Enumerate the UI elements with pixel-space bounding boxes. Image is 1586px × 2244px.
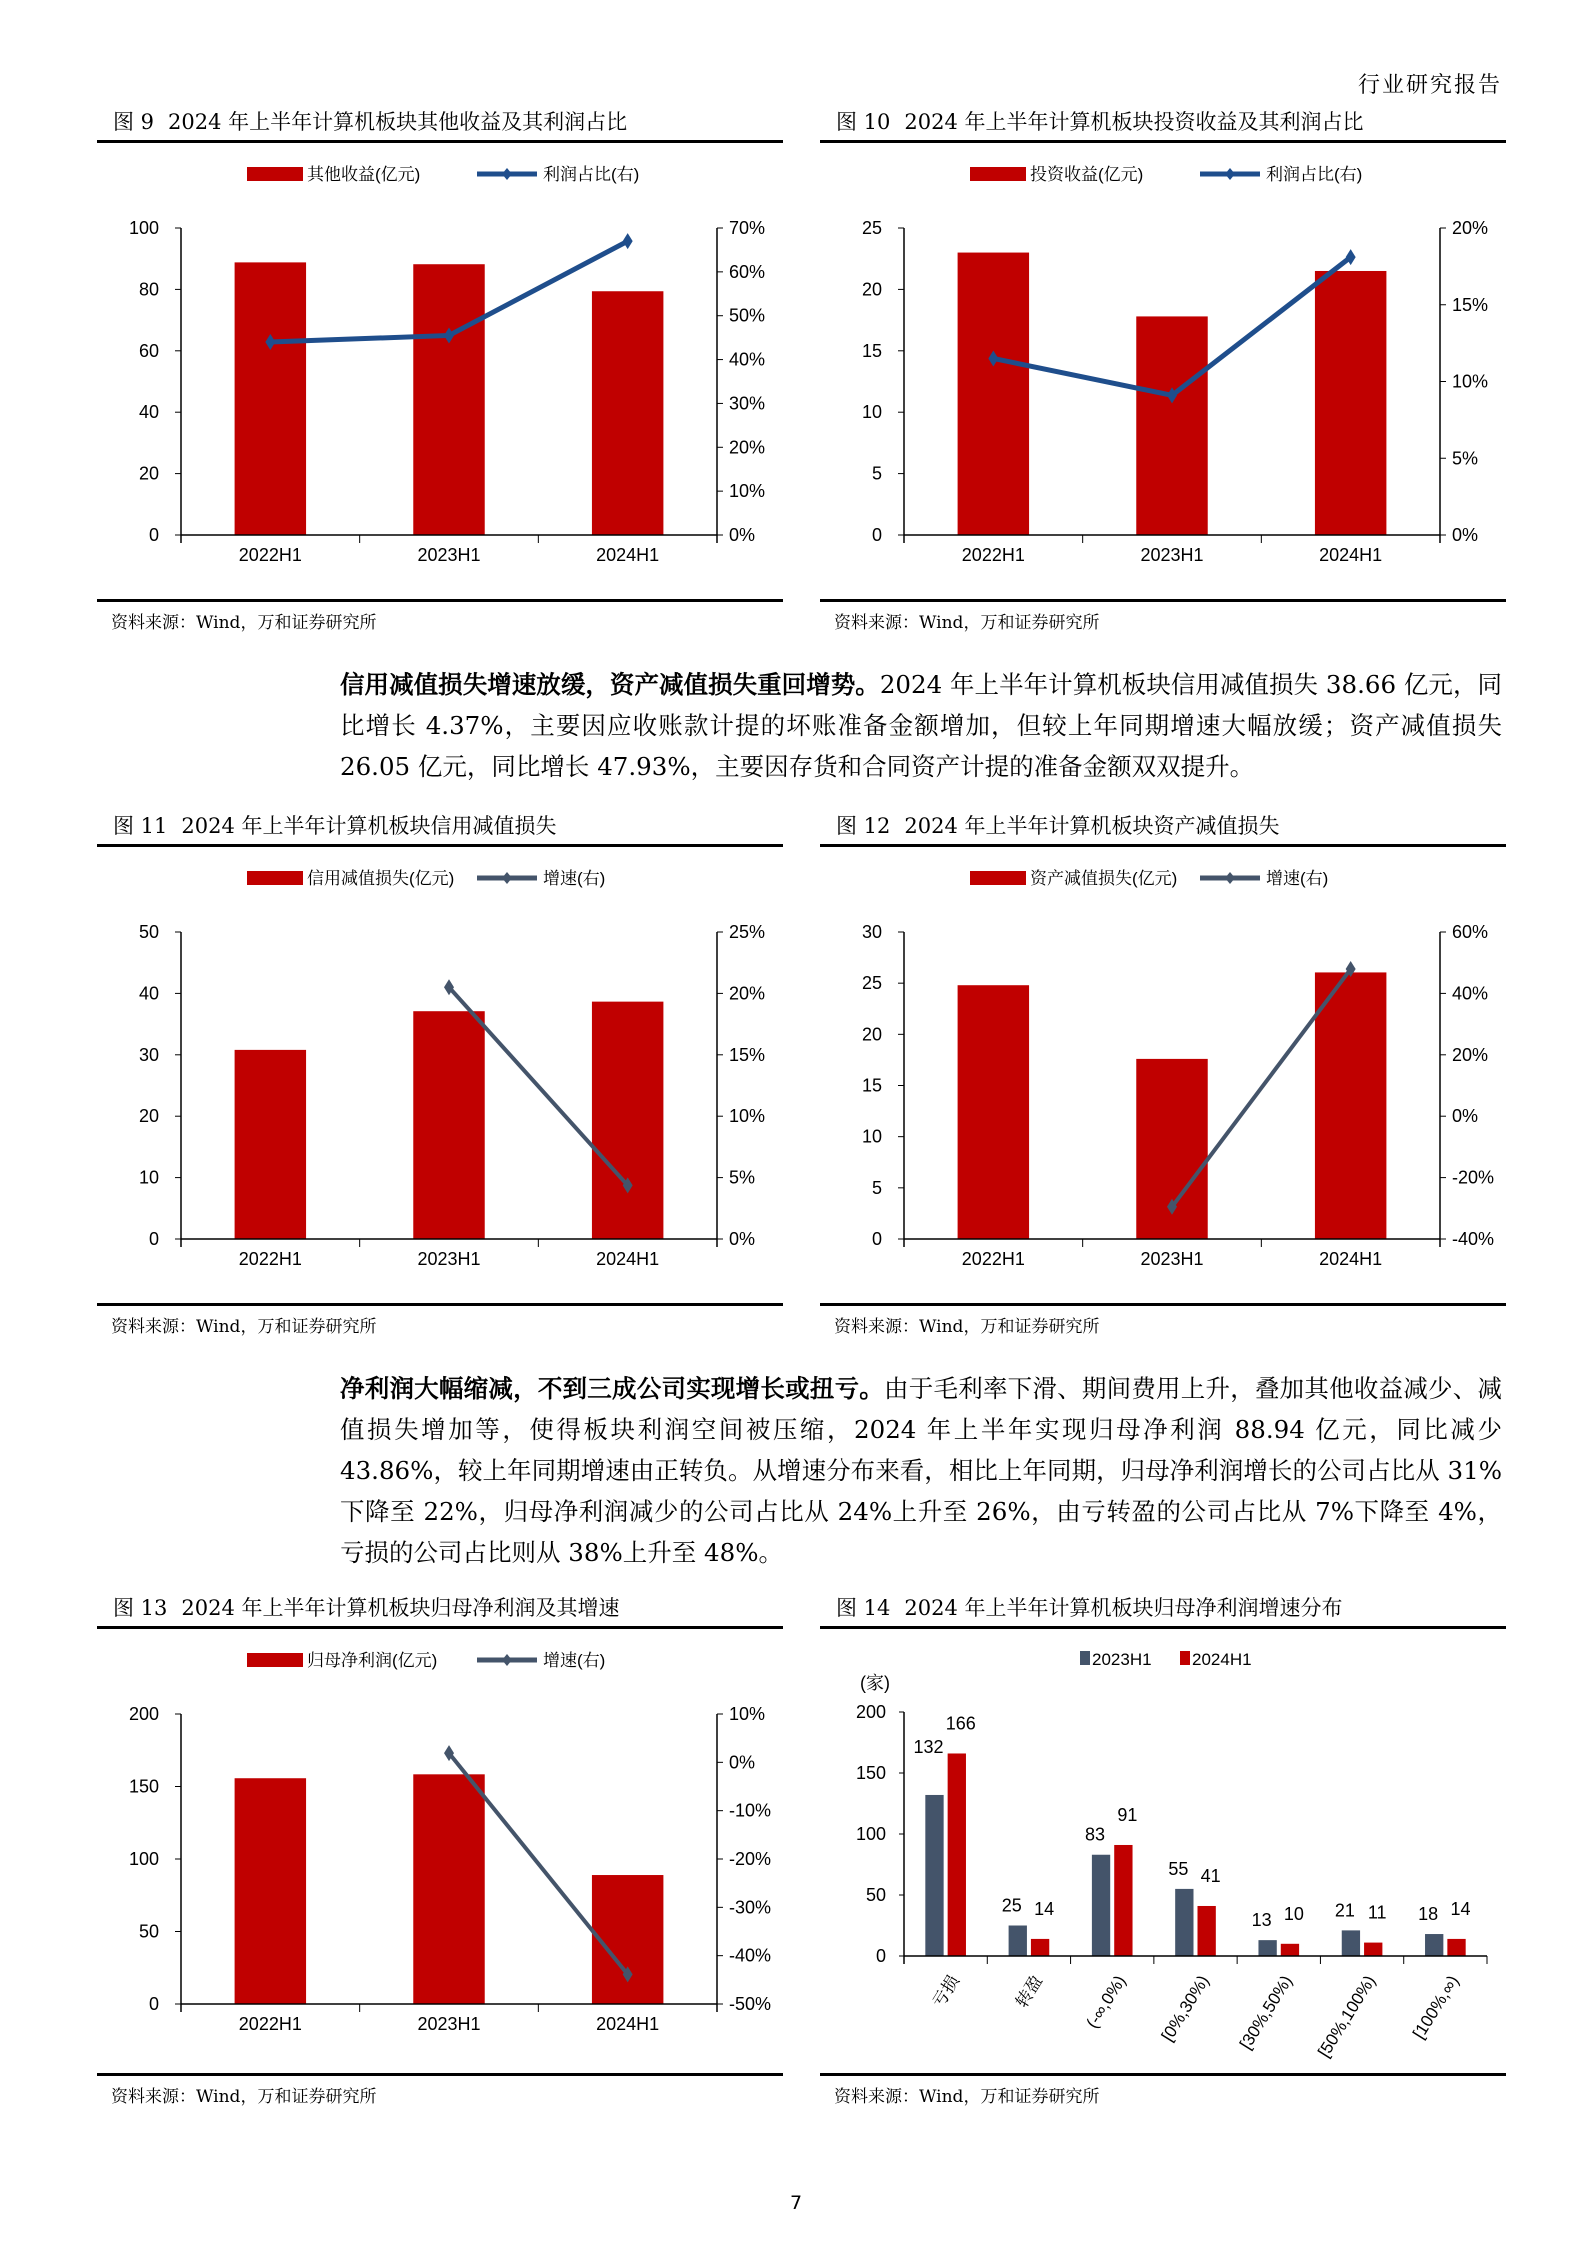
figure-number: 图 14 — [836, 1596, 891, 1620]
y2-tick-label: 10% — [729, 1704, 766, 1724]
bar — [1114, 1845, 1132, 1956]
x-tick-label: 2023H1 — [417, 545, 481, 565]
bar — [958, 985, 1029, 1239]
y-tick-label: 30 — [861, 922, 882, 942]
y-tick-label: 150 — [128, 1776, 159, 1797]
x-tick-label: 2024H1 — [1319, 545, 1383, 565]
y2-tick-label: 20% — [729, 437, 766, 458]
x-tick-label: 2022H1 — [238, 545, 302, 565]
data-label: 55 — [1168, 1858, 1189, 1879]
y-tick-label: 40 — [138, 983, 159, 1004]
figure-number: 图 11 — [113, 814, 168, 838]
bar — [1315, 271, 1386, 535]
x-tick-label: [50%,100%) — [1314, 1972, 1380, 2061]
legend — [970, 164, 1362, 184]
data-label: 10 — [1283, 1903, 1304, 1924]
y-tick-label: 200 — [128, 1704, 159, 1724]
legend-marker — [502, 872, 512, 884]
legend-label: 2024H1 — [1192, 1650, 1252, 1669]
y2-tick-label: 0% — [1452, 1106, 1479, 1127]
y2-tick-label: 10% — [729, 1106, 766, 1127]
y2-tick-label: 0% — [729, 1229, 756, 1249]
data-label: 25 — [1001, 1895, 1022, 1916]
y-tick-label: 10 — [138, 1167, 159, 1188]
paragraph-body: 2024 年上半年计算机板块信用减值损失 38.66 亿元，同比增长 4.37%，主要因应收账款计提的坏账准备金额增加，但较上年同期增速大幅放缓；资产减值损失 26.05 亿元，同比增长 47.93%，主要因存货和合同资产计提的准备金额双双提升。 — [340, 670, 1502, 781]
data-label: 13 — [1251, 1910, 1272, 1931]
x-tick-label: 2024H1 — [596, 545, 660, 565]
y-tick-label: 60 — [138, 340, 159, 361]
figure-caption: 2024 年上半年计算机板块投资收益及其利润占比 — [904, 110, 1364, 134]
y2-tick-label: 70% — [729, 218, 766, 238]
y2-tick-label: 60% — [729, 261, 766, 282]
figure-title — [97, 104, 783, 143]
figure-title — [820, 808, 1506, 847]
y2-tick-label: -50% — [729, 1994, 772, 2014]
y-tick-label: 100 — [855, 1824, 886, 1844]
bar — [592, 1875, 663, 2004]
report-type-header: 行业研究报告 — [1357, 73, 1502, 98]
y-tick-label: 20 — [138, 463, 159, 484]
chart-svg — [820, 143, 1506, 595]
y2-tick-label: -30% — [729, 1897, 772, 1918]
figure-title — [97, 1590, 783, 1629]
bar — [1092, 1855, 1110, 1956]
y-tick-label: 10 — [861, 402, 882, 423]
y2-tick-label: 10% — [729, 481, 766, 502]
legend-label-line: 增速(右) — [543, 869, 606, 888]
figure-source: 资料来源：Wind，万和证券研究所 — [97, 2073, 783, 2107]
x-tick-label: 2022H1 — [961, 1249, 1025, 1269]
figure-9 — [97, 104, 783, 633]
x-tick-label: 2024H1 — [596, 1249, 660, 1269]
legend-label: 2023H1 — [1092, 1650, 1152, 1669]
y-tick-label: 15 — [861, 1075, 882, 1096]
figure-source: 资料来源：Wind，万和证券研究所 — [820, 1303, 1506, 1337]
legend-label-bar: 其他收益(亿元) — [307, 165, 421, 184]
paragraph-impairment — [340, 664, 1502, 787]
legend-label-line: 利润占比(右) — [1266, 165, 1363, 184]
y-tick-label: 0 — [148, 1994, 159, 2014]
paragraph-body: 由于毛利率下滑、期间费用上升，叠加其他收益减少、减值损失增加等，使得板块利润空间被压缩，2024 年上半年实现归母净利润 88.94 亿元，同比减少 43.86%，较上年同期增速由正转负。从增速分布来看，相比上年同期，归母净利润增长的公司占比从 31%下降至 22%，归母净利润减少的公司占比从 24%上升至 26%，由亏转盈的公司占比从 7%下降至 4%，亏损的公司占比则从 38%上升至 48%。 — [340, 1374, 1503, 1567]
x-tick-label: 2022H1 — [238, 2014, 302, 2034]
figure-source: 资料来源：Wind，万和证券研究所 — [820, 2073, 1506, 2107]
legend-label-line: 利润占比(右) — [543, 165, 640, 184]
y2-tick-label: 60% — [1452, 922, 1489, 942]
page-number: 7 — [790, 2192, 803, 2214]
y2-tick-label: -40% — [1452, 1229, 1495, 1249]
y2-tick-label: 0% — [729, 1752, 756, 1773]
bar — [1009, 1926, 1027, 1957]
y-tick-label: 20 — [861, 1024, 882, 1045]
legend-swatch-bar — [247, 167, 303, 181]
bar — [592, 291, 663, 535]
figure-12 — [820, 808, 1506, 1337]
figure-source: 资料来源：Wind，万和证券研究所 — [97, 599, 783, 633]
y-tick-label: 25 — [861, 973, 882, 994]
figure-14 — [820, 1590, 1506, 2107]
paragraph-lead: 净利润大幅缩减，不到三成公司实现增长或扭亏。 — [340, 1374, 885, 1403]
figure-10 — [820, 104, 1506, 633]
y-tick-label: 20 — [138, 1106, 159, 1127]
legend-label-bar: 投资收益(亿元) — [1030, 165, 1144, 184]
x-tick-label: 2023H1 — [1140, 545, 1204, 565]
x-tick-label: 亏损 — [928, 1972, 964, 2011]
bar — [1342, 1930, 1360, 1956]
unit-label: (家) — [860, 1673, 890, 1693]
y-tick-label: 50 — [865, 1885, 886, 1905]
figure-title — [97, 808, 783, 847]
figure-11 — [97, 808, 783, 1337]
y-tick-label: 30 — [138, 1044, 159, 1065]
data-label: 14 — [1034, 1898, 1055, 1919]
y-tick-label: 5 — [871, 463, 882, 484]
y2-tick-label: 20% — [729, 983, 766, 1004]
bar — [413, 1774, 484, 2004]
y2-tick-label: 20% — [1452, 1044, 1489, 1065]
data-label: 14 — [1450, 1898, 1471, 1919]
data-label: 83 — [1085, 1824, 1106, 1845]
x-tick-label: 2022H1 — [961, 545, 1025, 565]
figure-title — [820, 104, 1506, 143]
legend-swatch — [1080, 1651, 1090, 1665]
bar — [1198, 1906, 1216, 1956]
chart-svg — [820, 847, 1506, 1299]
legend-marker — [502, 1654, 512, 1666]
legend — [247, 164, 639, 184]
figure-13 — [97, 1590, 783, 2107]
bar — [1258, 1940, 1276, 1956]
legend-marker — [1225, 872, 1235, 884]
bar — [925, 1795, 943, 1956]
bar — [235, 1778, 306, 2004]
x-tick-label: [100%,∞) — [1409, 1972, 1463, 2043]
legend-label-bar: 归母净利润(亿元) — [307, 1651, 438, 1670]
y-tick-label: 80 — [138, 279, 159, 300]
line-point — [623, 233, 633, 249]
data-label: 91 — [1117, 1804, 1138, 1825]
y-tick-label: 25 — [861, 218, 882, 238]
legend-swatch-bar — [970, 871, 1026, 885]
x-tick-label: 2023H1 — [417, 2014, 481, 2034]
bar — [1281, 1944, 1299, 1956]
figure-source: 资料来源：Wind，万和证券研究所 — [820, 599, 1506, 633]
data-label: 41 — [1200, 1865, 1221, 1886]
bar — [592, 1002, 663, 1239]
y2-tick-label: 30% — [729, 393, 766, 414]
figure-number: 图 13 — [113, 1596, 168, 1620]
figure-caption: 2024 年上半年计算机板块归母净利润及其增速 — [181, 1596, 620, 1620]
x-tick-label: 2022H1 — [238, 1249, 302, 1269]
figure-number: 图 12 — [836, 814, 891, 838]
y2-tick-label: 20% — [1452, 218, 1489, 238]
paragraph-net-profit — [340, 1368, 1502, 1573]
bar — [1175, 1889, 1193, 1956]
chart-svg — [97, 847, 783, 1299]
x-tick-label: 2024H1 — [596, 2014, 660, 2034]
bar — [1031, 1939, 1049, 1956]
data-label: 21 — [1334, 1900, 1355, 1921]
y-tick-label: 100 — [128, 218, 159, 238]
y2-tick-label: 5% — [729, 1167, 756, 1188]
legend — [1080, 1650, 1252, 1669]
legend-swatch-bar — [970, 167, 1026, 181]
y-tick-label: 0 — [875, 1946, 886, 1966]
y2-tick-label: -20% — [1452, 1167, 1495, 1188]
x-tick-label: [0%,30%) — [1157, 1972, 1213, 2045]
y-tick-label: 40 — [138, 402, 159, 423]
legend-swatch-bar — [247, 1653, 303, 1667]
bar — [1136, 316, 1207, 535]
y-tick-label: 0 — [148, 1229, 159, 1249]
legend-marker — [1225, 168, 1235, 180]
data-label: 166 — [945, 1713, 976, 1734]
y-tick-label: 10 — [861, 1126, 882, 1147]
y-tick-label: 50 — [138, 922, 159, 942]
chart-svg — [97, 143, 783, 595]
y2-tick-label: -40% — [729, 1945, 772, 1966]
figure-number: 图 9 — [113, 110, 155, 134]
y-tick-label: 100 — [128, 1849, 159, 1869]
figure-number: 图 10 — [836, 110, 891, 134]
y2-tick-label: 50% — [729, 305, 766, 326]
figure-caption: 2024 年上半年计算机板块其他收益及其利润占比 — [168, 110, 628, 134]
chart-svg — [97, 1629, 783, 2069]
data-label: 132 — [913, 1736, 944, 1757]
y-tick-label: 0 — [871, 525, 882, 545]
y2-tick-label: 0% — [729, 525, 756, 545]
paragraph-lead: 信用减值损失增速放缓，资产减值损失重回增势。 — [340, 670, 880, 699]
bar — [1315, 972, 1386, 1239]
bar — [958, 253, 1029, 535]
y2-tick-label: 0% — [1452, 525, 1479, 545]
y-tick-label: 200 — [855, 1702, 886, 1722]
bar — [948, 1753, 966, 1956]
bar — [235, 262, 306, 535]
y-tick-label: 150 — [855, 1763, 886, 1783]
x-tick-label: (-∞,0%) — [1082, 1972, 1130, 2032]
legend-label-line: 增速(右) — [543, 1651, 606, 1670]
data-label: 18 — [1418, 1904, 1439, 1925]
bar — [1364, 1943, 1382, 1956]
bar — [413, 1011, 484, 1239]
bar — [1425, 1934, 1443, 1956]
y2-tick-label: -10% — [729, 1800, 772, 1821]
figure-source: 资料来源：Wind，万和证券研究所 — [97, 1303, 783, 1337]
legend — [970, 869, 1328, 888]
bar — [1447, 1939, 1465, 1956]
bar — [413, 264, 484, 535]
figure-caption: 2024 年上半年计算机板块归母净利润增速分布 — [904, 1596, 1343, 1620]
y-tick-label: 15 — [861, 340, 882, 361]
legend-label-line: 增速(右) — [1266, 869, 1329, 888]
y2-tick-label: 15% — [729, 1044, 766, 1065]
x-tick-label: 转盈 — [1012, 1972, 1047, 2011]
x-tick-label: 2023H1 — [417, 1249, 481, 1269]
legend — [247, 869, 605, 888]
y2-tick-label: 10% — [1452, 371, 1489, 392]
x-tick-label: 2023H1 — [1140, 1249, 1204, 1269]
legend — [247, 1651, 605, 1670]
figure-title — [820, 1590, 1506, 1629]
y-tick-label: 0 — [148, 525, 159, 545]
y-tick-label: 0 — [871, 1229, 882, 1249]
y-tick-label: 20 — [861, 279, 882, 300]
legend-label-bar: 资产减值损失(亿元) — [1030, 869, 1178, 888]
legend-swatch-bar — [247, 871, 303, 885]
y2-tick-label: -20% — [729, 1849, 772, 1869]
chart-svg — [820, 1629, 1506, 2069]
y2-tick-label: 40% — [1452, 983, 1489, 1004]
y2-tick-label: 5% — [1452, 448, 1479, 469]
y-tick-label: 5 — [871, 1177, 882, 1198]
figure-caption: 2024 年上半年计算机板块资产减值损失 — [904, 814, 1280, 838]
data-label: 11 — [1367, 1902, 1387, 1923]
y-tick-label: 50 — [138, 1921, 159, 1942]
figure-caption: 2024 年上半年计算机板块信用减值损失 — [181, 814, 557, 838]
y2-tick-label: 25% — [729, 922, 766, 942]
y2-tick-label: 15% — [1452, 294, 1489, 315]
x-tick-label: [30%,50%) — [1235, 1972, 1297, 2053]
y2-tick-label: 40% — [729, 349, 766, 370]
legend-swatch — [1180, 1651, 1190, 1665]
bar — [235, 1050, 306, 1239]
x-tick-label: 2024H1 — [1319, 1249, 1383, 1269]
legend-marker — [502, 168, 512, 180]
legend-label-bar: 信用减值损失(亿元) — [307, 869, 455, 888]
